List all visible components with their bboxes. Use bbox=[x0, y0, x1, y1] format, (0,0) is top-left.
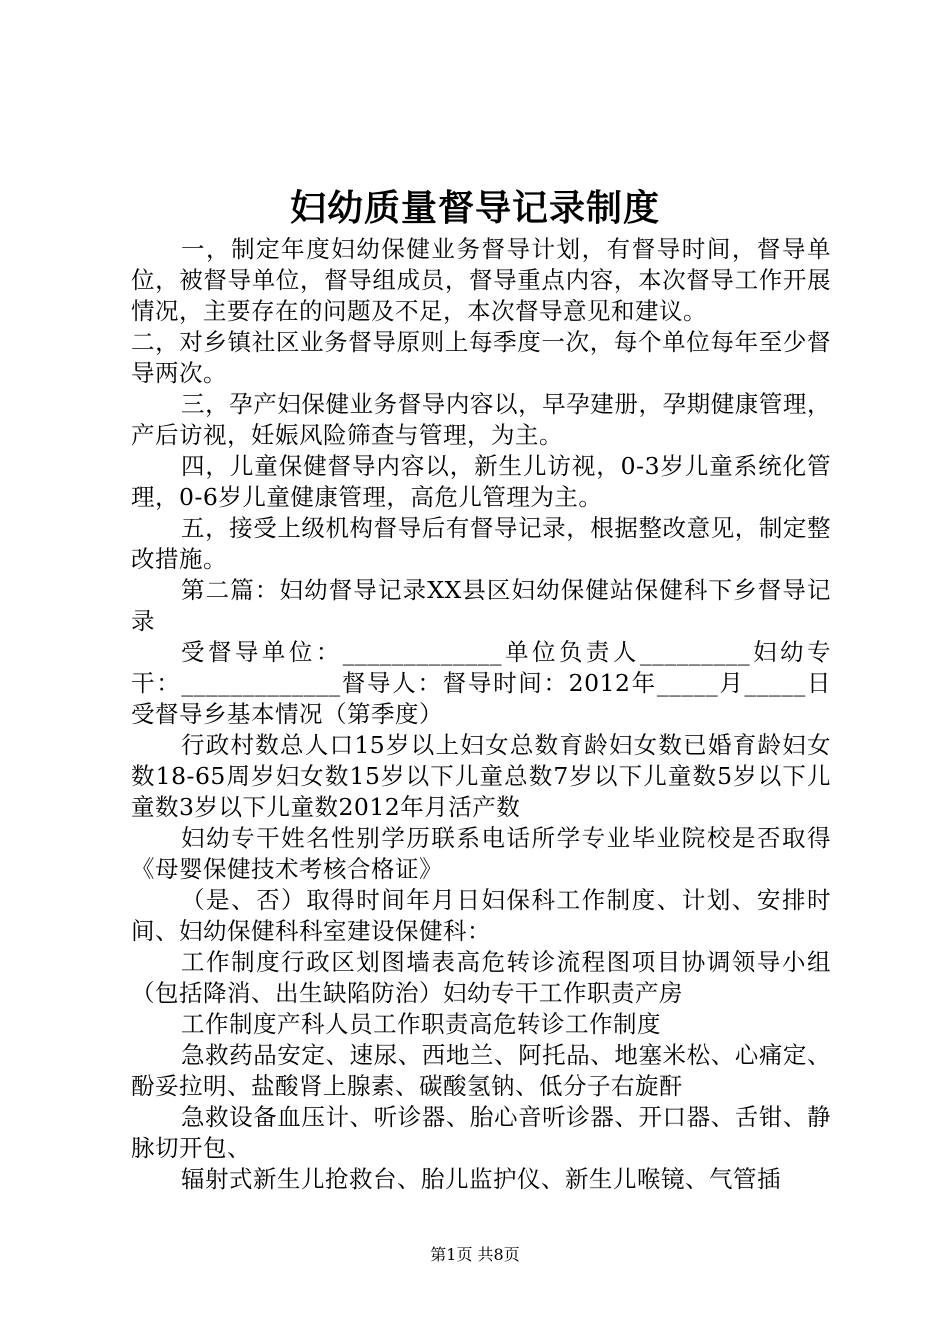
paragraph: 工作制度产科人员工作职责高危转诊工作制度 bbox=[181, 1010, 661, 1038]
paragraph: 五，接受上级机构督导后有督导记录，根据整改意见，制定整改措施。 bbox=[131, 514, 831, 573]
paragraph: （是、否）取得时间年月日妇保科工作制度、计划、安排时间、妇幼保健科科室建设保健科： bbox=[131, 886, 831, 945]
paragraph: 一，制定年度妇幼保健业务督导计划，有督导时间，督导单位，被督导单位，督导组成员，督导重点内容，本次督导工作开展情况，主要存在的问题及不足，本次督导意见和建议。 bbox=[131, 235, 831, 325]
paragraph: 急救设备血压计、听诊器、胎心音听诊器、开口器、舌钳、静脉切开包、 bbox=[131, 1103, 831, 1162]
document-title: 妇幼质量督导记录制度 bbox=[289, 187, 660, 229]
document-body bbox=[131, 234, 831, 1195]
paragraph: 受督导单位：_____________单位负责人_________妇幼专干：_____________督导人：督导时间：2012年_____月_____日受督导乡基本情况（第季度） bbox=[131, 638, 831, 728]
paragraph: 第二篇：妇幼督导记录XX县区妇幼保健站保健科下乡督导记录 bbox=[131, 576, 831, 635]
paragraph: 急救药品安定、速尿、西地兰、阿托品、地塞米松、心痛定、酚妥拉明、盐酸肾上腺素、碳酸氢钠、低分子右旋酐 bbox=[131, 1041, 831, 1100]
paragraph: 行政村数总人口15岁以上妇女总数育龄妇女数已婚育龄妇女数18-65周岁妇女数15岁以下儿童总数7岁以下儿童数5岁以下儿童数3岁以下儿童数2012年月活产数 bbox=[131, 731, 831, 821]
paragraph: 妇幼专干姓名性别学历联系电话所学专业毕业院校是否取得《母婴保健技术考核合格证》 bbox=[131, 824, 831, 883]
paragraph: 辐射式新生儿抢救台、胎儿监护仪、新生儿喉镜、气管插 bbox=[181, 1165, 781, 1193]
paragraph: 二，对乡镇社区业务督导原则上每季度一次，每个单位每年至少督导两次。 bbox=[131, 328, 831, 387]
paragraph: 三，孕产妇保健业务督导内容以，早孕建册，孕期健康管理，产后访视，妊娠风险筛查与管理，为主。 bbox=[131, 390, 831, 449]
paragraph: 工作制度行政区划图墙表高危转诊流程图项目协调领导小组（包括降消、出生缺陷防治）妇幼专干工作职责产房 bbox=[131, 948, 831, 1007]
paragraph: 四，儿童保健督导内容以，新生儿访视，0-3岁儿童系统化管理，0-6岁儿童健康管理，高危儿管理为主。 bbox=[131, 452, 831, 511]
page-number-footer: 第1页 共8页 bbox=[430, 1245, 520, 1264]
